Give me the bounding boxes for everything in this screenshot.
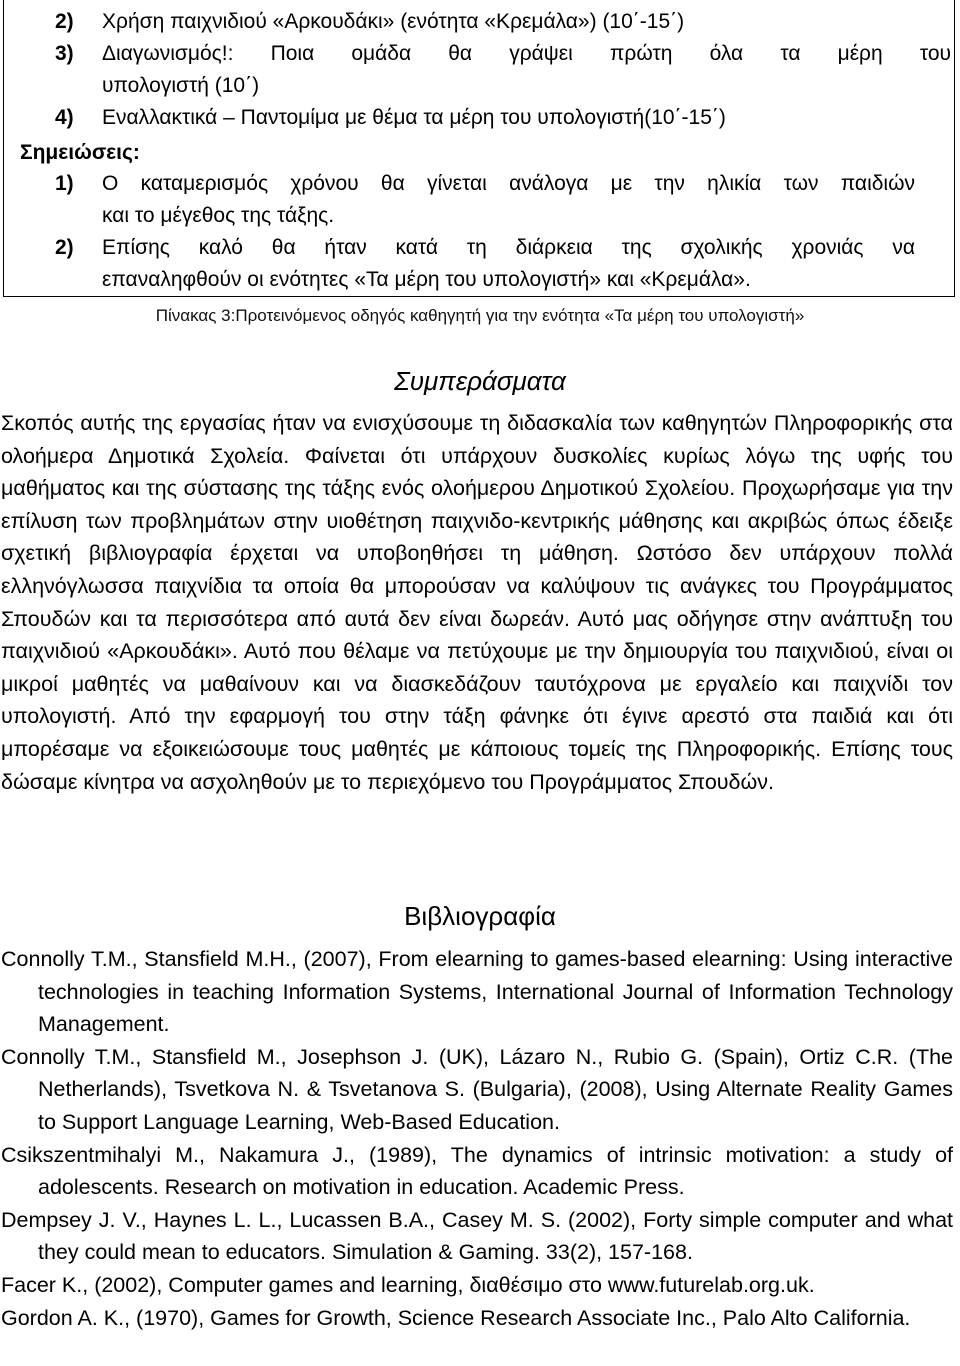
box-item-3-line2: υπολογιστή (10΄) (102, 74, 260, 97)
reference-item: Csikszentmihalyi M., Nakamura J., (1989), The dynamics of intrinsic motivation: a study of adolescents. Research on motivation in education. Academic Press. (1, 1142, 953, 1200)
conclusions-heading: Συμπεράσματα (394, 366, 566, 396)
note-2-number: 2) (55, 236, 74, 259)
reference-item: Gordon A. K., (1970), Games for Growth, Science Research Associate Inc., Palo Alto California. (1, 1305, 911, 1330)
note-1-number: 1) (55, 172, 74, 195)
conclusions-text: Σκοπός αυτής της εργασίας ήταν να ενισχύσουμε τη διδασκαλία των καθηγητών Πληροφορικής στα ολοήμερα Δημοτικά Σχολεία. Φαίνεται ότι υπάρχουν δυσκολίες κυρίως λόγω της υφής του μαθήματος και της σύστασης της τάξης ενός ολοήμερου Δημοτικού Σχολείου. Προχωρήσαμε για την επίλυση των προβλημάτων στην υιοθέτηση παιχνιδο-κεντρικής μάθησης και ακριβώς όπως έδειξε σχετική βιβλιογραφία έρχεται να υποβοηθήσει τη μάθηση. Ωστόσο δεν υπάρχουν πολλά ελληνόγλωσσα παιχνίδια τα οποία θα μπορούσαν να καλύψουν τις ανάγκες του Προγράμματος Σπουδών και τα περισσότερα από αυτά δεν είναι δωρεάν. Αυτό μας οδήγησε στην ανάπτυξη του παιχνιδιού «Αρκουδάκι». Αυτό που θέλαμε να πετύχουμε με την δημιουργία του παιχνιδιού, είναι οι μικροί μαθητές να μαθαίνουν και να διασκεδάζουν ταυτόχρονα με εργαλείο και παιχνίδι τον υπολογιστή. Από την εφαρμογή του στην τάξη φάνηκε ότι έγινε αρεστό στα παιδιά και ότι μπορέσαμε να εξοικειώσουμε τους μαθητές με κάποιους τομείς της Πληροφορικής. Επίσης τους δώσαμε κίνητρα να ασχοληθούν με το περιεχόμενο του Προγράμματος Σπουδών. (1, 411, 953, 794)
box-item-4 (55, 102, 726, 134)
box-item-3-text-line1: Διαγωνισμός!: Ποια ομάδα θα γράψει πρώτη όλα τα μέρη του (102, 42, 951, 65)
note-1-line1 (55, 168, 915, 200)
note-1-line2: και το μέγεθος της τάξης. (102, 204, 335, 227)
box-item-4-number: 4) (55, 106, 74, 129)
box-item-2-number: 2) (55, 10, 74, 33)
notes-label: Σημειώσεις: (20, 141, 140, 164)
note-1-text-line1: Ο καταμερισμός χρόνου θα γίνεται ανάλογα με την ηλικία των παιδιών (102, 172, 915, 195)
reference-item: Dempsey J. V., Haynes L. L., Lucassen B.A., Casey M. S. (2002), Forty simple computer and what they could mean to educators. Simulation & Gaming. 33(2), 157-168. (1, 1207, 953, 1265)
note-2-text-line1: Επίσης καλό θα ήταν κατά τη διάρκεια της σχολικής χρονιάς να (102, 236, 915, 259)
conclusions-paragraph (1, 407, 953, 798)
reference-item: Facer K., (2002), Computer games and learning, διαθέσιμο στο www.futurelab.org.uk. (1, 1272, 815, 1297)
box-item-3-number: 3) (55, 42, 74, 65)
table-caption: Πίνακας 3:Προτεινόμενος οδηγός καθηγητή για την ενότητα «Τα μέρη του υπολογιστή» (155, 306, 805, 325)
box-item-4-text: Εναλλακτικά – Παντομίμα με θέμα τα μέρη του υπολογιστή(10΄-15΄) (102, 106, 726, 129)
box-item-2-text: Χρήση παιχνιδιού «Αρκουδάκι» (ενότητα «Κρεμάλα») (10΄-15΄) (102, 10, 685, 33)
reference-item: Connolly T.M., Stansfield M., Josephson J. (UK), Lázaro N., Rubio G. (Spain), Ortiz C.R. (The Netherlands), Tsvetkova N. & Tsvetanova S. (Bulgaria), (2008), Using Alternate Reality Games to Support Language Learning, Web-Based Education. (1, 1044, 953, 1134)
note-2-line1 (55, 232, 915, 264)
box-item-3-line1 (55, 38, 951, 70)
box-item-2 (55, 6, 684, 38)
note-2-line2: επαναληφθούν οι ενότητες «Τα μέρη του υπολογιστή» και «Κρεμάλα». (102, 268, 751, 291)
bibliography-heading: Βιβλιογραφία (404, 901, 556, 931)
reference-item: Connolly T.M., Stansfield M.H., (2007), From elearning to games-based elearning: Using interactive technologies in teaching Information Systems, International Journal of Information Technology Management. (1, 947, 953, 1037)
reference-list (1, 943, 953, 1334)
